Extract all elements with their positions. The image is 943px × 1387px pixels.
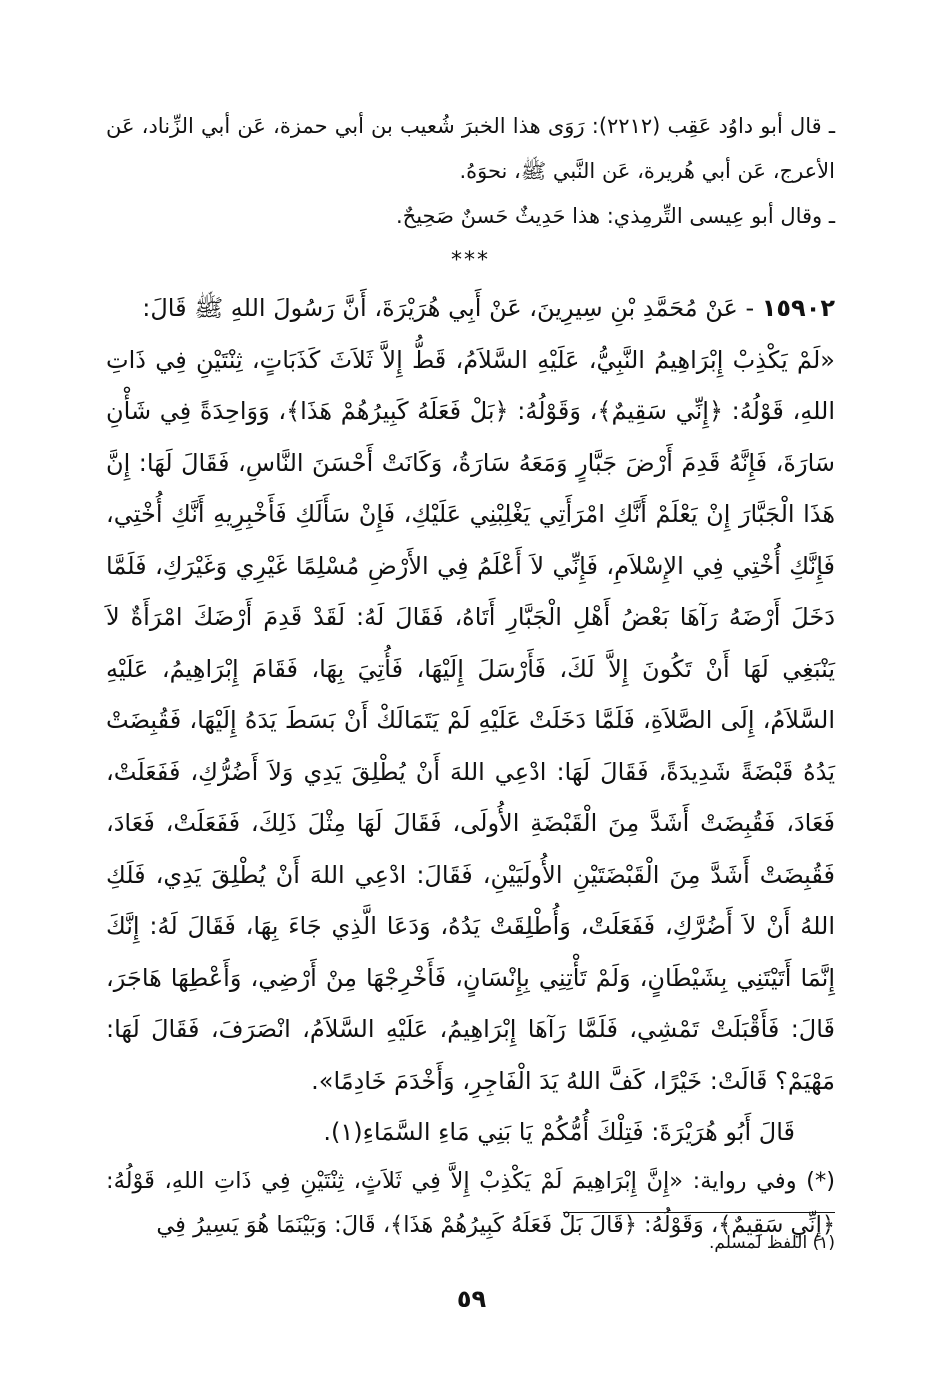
- footnote: (١) اللفظ لمسلم.: [708, 1233, 835, 1253]
- hadith-number: ١٥٩٠٢: [761, 294, 835, 322]
- section-separator: ***: [451, 248, 490, 273]
- intro-notes: [106, 104, 835, 239]
- tirmidhi-note: ـ وقال أبو عِيسى التِّرمِذي: هذا حَدِيثٌ حَسنٌ صَحِيحٌ.: [395, 204, 835, 228]
- hadith-variant: (*) وفي رواية: «إِنَّ إِبْرَاهِيمَ لَمْ يَكْذِبْ إِلاَّ فِي ثَلاَثٍ، ثِنْتَيْنِ فِي ذَاتِ اللهِ، قَوْلُهُ: ﴿إِنِّي سَقِيمٌ﴾، وَقَوْلُهُ: ﴿قَالَ بَلْ فَعَلَهُ كَبِيرُهُمْ هَذَا﴾، قَالَ: وَبَيْنَمَا هُوَ يَسِيرُ فِي: [106, 1167, 835, 1238]
- page-number: ٥٩: [456, 1285, 487, 1313]
- abu-dawud-note: ـ قال أبو داوُد عَقِب (٢٢١٢): رَوَى هذا الخبرَ شُعيب بن أبي حمزة، عَن أبي الزِّناد، عَن الأعرج، عَن أبي هُريرة، عَن النَّبي ﷺ، نحوَهُ.: [106, 114, 835, 183]
- hadith-15902: [106, 283, 835, 1247]
- hadith-isnad: [106, 283, 835, 335]
- abu-hurayra-saying: قَالَ أَبُو هُرَيْرَةَ: فَتِلْكَ أُمُّكُمْ يَا بَنِي مَاءِ السَّمَاءِ(١).: [323, 1118, 795, 1146]
- hadith-isnad-text: عَنْ مُحَمَّدِ بْنِ سِيرِينَ، عَنْ أَبِي هُرَيْرَةَ، أَنَّ رَسُولَ اللهِ ﷺ قَالَ:: [142, 294, 738, 322]
- footnote-divider: [563, 1212, 835, 1213]
- hadith-matn: «لَمْ يَكْذِبْ إِبْرَاهِيمُ النَّبِيُّ، عَلَيْهِ السَّلاَمُ، قَطُّ إِلاَّ ثَلاَثَ كَذَبَاتٍ، ثِنْتَيْنِ فِي ذَاتِ اللهِ، قَوْلُهُ: ﴿إِنِّي سَقِيمٌ﴾، وَقَوْلُهُ: ﴿بَلْ فَعَلَهُ كَبِيرُهُمْ هَذَا﴾، وَوَاحِدَةً فِي شَأْنِ سَارَةَ، فَإِنَّهُ قَدِمَ أَرْضَ جَبَّارٍ وَمَعَهُ سَارَةُ، وَكَانَتْ أَحْسَنَ النَّاسِ، فَقَالَ لَهَا: إِنَّ هَذَا الْجَبَّارَ إِنْ يَعْلَمْ أَنَّكِ امْرَأَتِي يَغْلِبْنِي عَلَيْكِ، فَإِنْ سَأَلَكِ فَأَخْبِرِيهِ أَنَّكِ أُخْتِي، فَإِنَّكِ أُخْتِي فِي الإِسْلاَمِ، فَإِنِّي لاَ أَعْلَمُ فِي الأَرْضِ مُسْلِمًا غَيْرِي وَغَيْرَكِ، فَلَمَّا دَخَلَ أَرْضَهُ رَآهَا بَعْضُ أَهْلِ الْجَبَّارِ أَتَاهُ، فَقَالَ لَهُ: لَقَدْ قَدِمَ أَرْضَكَ امْرَأَةٌ لاَ يَنْبَغِي لَهَا أَنْ تَكُونَ إِلاَّ لَكَ، فَأَرْسَلَ إِلَيْهَا، فَأُتِيَ بِهَا، فَقَامَ إِبْرَاهِيمُ، عَلَيْهِ السَّلاَمُ، إِلَى الصَّلاَةِ، فَلَمَّا دَخَلَتْ عَلَيْهِ لَمْ يَتَمَالَكْ أَنْ بَسَطَ يَدَهُ إِلَيْهَا، فَقُبِضَتْ يَدُهُ قَبْضَةً شَدِيدَةً، فَقَالَ لَهَا: ادْعِي اللهَ أَنْ يُطْلِقَ يَدِي وَلاَ أَضُرُّكِ، فَفَعَلَتْ، فَعَادَ، فَقُبِضَتْ أَشَدَّ مِنَ الْقَبْضَةِ الأُولَى، فَقَالَ لَهَا مِثْلَ ذَلِكَ، فَفَعَلَتْ، فَعَادَ، فَقُبِضَتْ أَشَدَّ مِنَ الْقَبْضَتَيْنِ الأُولَيَيْنِ، فَقَالَ: ادْعِي اللهَ أَنْ يُطْلِقَ يَدِي، فَلَكِ اللهُ أَنْ لاَ أَضُرَّكِ، فَفَعَلَتْ، وَأُطْلِقَتْ يَدُهُ، وَدَعَا الَّذِي جَاءَ بِهَا، فَقَالَ لَهُ: إِنَّكَ إِنَّمَا أَتَيْتَنِي بِشَيْطَانٍ، وَلَمْ تَأْتِنِي بِإِنْسَانٍ، فَأَخْرِجْهَا مِنْ أَرْضِي، وَأَعْطِهَا هَاجَرَ، قَالَ: فَأَقْبَلَتْ تَمْشِي، فَلَمَّا رَآهَا إِبْرَاهِيمُ، عَلَيْهِ السَّلاَمُ، انْصَرَفَ، فَقَالَ لَهَا: مَهْيَمْ؟ قَالَتْ: خَيْرًا، كَفَّ اللهُ يَدَ الْفَاجِرِ، وَأَخْدَمَ خَادِمًا».: [106, 345, 835, 1095]
- hadith-number-dash: -: [737, 294, 762, 322]
